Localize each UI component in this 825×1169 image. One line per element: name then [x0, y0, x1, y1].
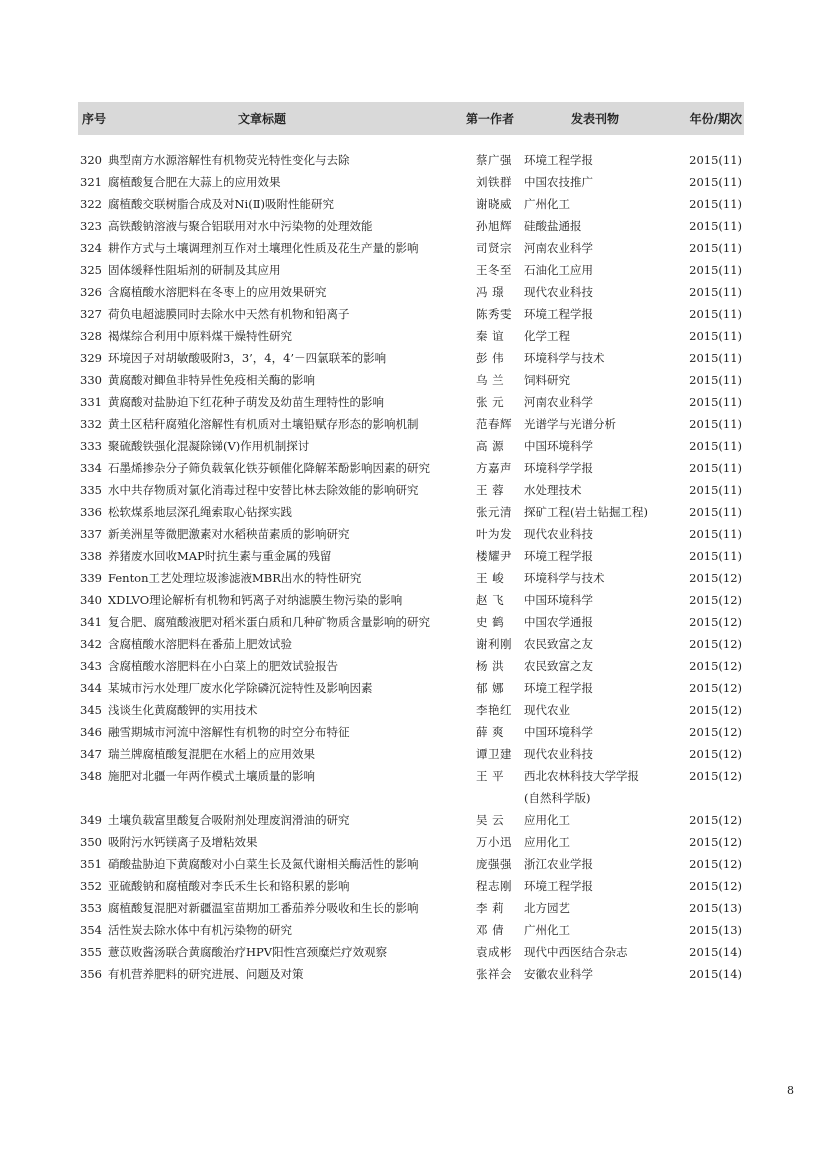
- article-title: 腐植酸复混肥对新疆温室苗期加工番茄养分吸收和生长的影响: [108, 901, 419, 915]
- row-index: 324: [80, 241, 102, 255]
- table-row: [78, 457, 744, 479]
- article-title-cell: [78, 633, 460, 655]
- article-title-cell: [78, 589, 460, 611]
- article-title: 环境因子对胡敏酸吸附3，3’，4，4’－四氯联苯的影响: [108, 351, 387, 365]
- year-issue: 2015(12): [689, 703, 742, 717]
- first-author: 谢晓威: [476, 197, 512, 211]
- journal-name: 中国农技推广: [524, 175, 593, 189]
- article-title: 腐植酸复合肥在大蒜上的应用效果: [108, 175, 281, 189]
- article-title: 薏苡败酱汤联合黄腐酸治疗HPV阳性宫颈糜烂疗效观察: [108, 945, 388, 959]
- article-title-cell: [78, 941, 460, 963]
- article-title-cell: [78, 655, 460, 677]
- article-title-cell: [78, 369, 460, 391]
- journal-name: 化学工程: [524, 329, 570, 343]
- first-author: 李艳红: [476, 703, 512, 717]
- table-row: [78, 237, 744, 259]
- table-row: [78, 589, 744, 611]
- row-index: 325: [80, 263, 102, 277]
- table-row: [78, 435, 744, 457]
- first-author: 程志刚: [476, 879, 512, 893]
- article-title: 含腐植酸水溶肥料在小白菜上的肥效试验报告: [108, 659, 338, 673]
- year-issue: 2015(12): [689, 593, 742, 607]
- first-author: 孙旭辉: [476, 219, 512, 233]
- year-issue: 2015(11): [689, 263, 742, 277]
- article-title: 养猪废水回收MAP时抗生素与重金属的残留: [108, 549, 332, 563]
- article-title-cell: [78, 853, 460, 875]
- article-title: 有机营养肥料的研究进展、问题及对策: [108, 967, 304, 981]
- row-index: 327: [80, 307, 102, 321]
- table-row: [78, 501, 744, 523]
- year-issue: 2015(12): [689, 813, 742, 827]
- article-title-cell: [78, 831, 460, 853]
- article-title-cell: [78, 391, 460, 413]
- journal-name: 环境工程学报: [524, 879, 593, 893]
- article-title-cell: [78, 325, 460, 347]
- journal-name: 安徽农业科学: [524, 967, 593, 981]
- year-issue: 2015(12): [689, 681, 742, 695]
- journal-name: 环境科学学报: [524, 461, 593, 475]
- first-author: 乌 兰: [476, 373, 505, 387]
- first-author: 谢利刚: [476, 637, 512, 651]
- row-index: 332: [80, 417, 102, 431]
- row-index: 352: [80, 879, 102, 893]
- journal-name: 中国环境科学: [524, 725, 593, 739]
- table-row: [78, 347, 744, 369]
- table-row: [78, 193, 744, 215]
- article-title-cell: [78, 743, 460, 765]
- table-row: [78, 919, 744, 941]
- year-issue: 2015(11): [689, 527, 742, 541]
- article-title-cell: [78, 523, 460, 545]
- first-author: 蔡广强: [476, 153, 512, 167]
- first-author: 杨 洪: [476, 659, 505, 673]
- page-number: 8: [787, 1084, 794, 1097]
- header-index-title: [78, 102, 460, 135]
- first-author: 谭卫建: [476, 747, 512, 761]
- first-author: 王冬至: [476, 263, 512, 277]
- table-row: [78, 897, 744, 919]
- year-issue: 2015(11): [689, 373, 742, 387]
- row-index: 349: [80, 813, 102, 827]
- table-row: [78, 391, 744, 413]
- article-table: [78, 102, 744, 985]
- article-title: 聚硫酸铁强化混凝除锑(V)作用机制探讨: [108, 439, 310, 453]
- article-title: 亚硫酸钠和腐植酸对李氏禾生长和铬积累的影响: [108, 879, 350, 893]
- journal-name: 现代农业科技: [524, 285, 593, 299]
- year-issue: 2015(14): [689, 945, 742, 959]
- article-title-cell: [78, 545, 460, 567]
- article-title-cell: [78, 809, 460, 831]
- article-title: XDLVO理论解析有机物和钙离子对纳滤膜生物污染的影响: [108, 593, 403, 607]
- article-title: 腐植酸交联树脂合成及对Ni(Ⅱ)吸附性能研究: [108, 197, 335, 211]
- table-row: [78, 171, 744, 193]
- table-row: [78, 479, 744, 501]
- row-index: 343: [80, 659, 102, 673]
- article-title-cell: [78, 237, 460, 259]
- article-title: 石墨烯掺杂分子筛负载氧化铁芬顿催化降解苯酚影响因素的研究: [108, 461, 430, 475]
- row-index: 333: [80, 439, 102, 453]
- first-author: 方嘉声: [476, 461, 512, 475]
- row-index: 336: [80, 505, 102, 519]
- year-issue: 2015(12): [689, 725, 742, 739]
- table-body: [78, 135, 744, 985]
- row-index: 340: [80, 593, 102, 607]
- article-title: 活性炭去除水体中有机污染物的研究: [108, 923, 292, 937]
- first-author: 史 鹤: [476, 615, 505, 629]
- table-row: [78, 853, 744, 875]
- table-row: [78, 545, 744, 567]
- article-title-cell: [78, 765, 460, 787]
- row-index: 345: [80, 703, 102, 717]
- row-index: 326: [80, 285, 102, 299]
- first-author: 郁 娜: [476, 681, 505, 695]
- journal-name: 硅酸盐通报: [524, 219, 582, 233]
- year-issue: 2015(11): [689, 395, 742, 409]
- article-title-cell: [78, 413, 460, 435]
- table-row: [78, 611, 744, 633]
- article-title-cell: [78, 897, 460, 919]
- article-title: 浅谈生化黄腐酸钾的实用技术: [108, 703, 258, 717]
- first-author: 司贤宗: [476, 241, 512, 255]
- article-title-cell: [78, 567, 460, 589]
- row-index: 354: [80, 923, 102, 937]
- year-issue: 2015(12): [689, 659, 742, 673]
- year-issue: 2015(12): [689, 857, 742, 871]
- table-row: [78, 567, 744, 589]
- journal-name: 广州化工: [524, 923, 570, 937]
- journal-name: 探矿工程(岩土钻掘工程): [524, 505, 648, 519]
- first-author: 范春辉: [476, 417, 512, 431]
- first-author: 张 元: [476, 395, 505, 409]
- journal-name: 石油化工应用: [524, 263, 593, 277]
- journal-name: 广州化工: [524, 197, 570, 211]
- first-author: 王 平: [476, 769, 505, 783]
- article-title: 褐煤综合利用中原料煤干燥特性研究: [108, 329, 292, 343]
- row-index: 323: [80, 219, 102, 233]
- article-title: 高铁酸钠溶液与聚合铝联用对水中污染物的处理效能: [108, 219, 373, 233]
- table-row: [78, 809, 744, 831]
- journal-name: 中国环境科学: [524, 439, 593, 453]
- row-index: 329: [80, 351, 102, 365]
- article-title: 固体缓释性阻垢剂的研制及其应用: [108, 263, 281, 277]
- article-title-cell: [78, 963, 460, 985]
- article-title-cell: [78, 919, 460, 941]
- first-author: 秦 谊: [476, 329, 505, 343]
- row-index: 334: [80, 461, 102, 475]
- row-index: 344: [80, 681, 102, 695]
- article-title-cell: [78, 149, 460, 171]
- year-issue: 2015(13): [689, 901, 742, 915]
- table-row: [78, 259, 744, 281]
- table-header: [78, 102, 744, 135]
- journal-name: 环境工程学报: [524, 153, 593, 167]
- first-author: 庞强强: [476, 857, 512, 871]
- article-title-cell: [78, 303, 460, 325]
- article-title: 黄腐酸对盐胁迫下红花种子萌发及幼苗生理特性的影响: [108, 395, 384, 409]
- header-author: 第一作者: [460, 102, 520, 135]
- row-index: 346: [80, 725, 102, 739]
- article-title-cell: [78, 347, 460, 369]
- article-title-cell: [78, 699, 460, 721]
- article-title: 含腐植酸水溶肥料在番茄上肥效试验: [108, 637, 292, 651]
- row-index: 347: [80, 747, 102, 761]
- year-issue: 2015(11): [689, 197, 742, 211]
- first-author: 彭 伟: [476, 351, 505, 365]
- article-title: 瑞兰牌腐植酸复混肥在水稻上的应用效果: [108, 747, 315, 761]
- article-title: 土壤负载富里酸复合吸附剂处理废润滑油的研究: [108, 813, 350, 827]
- row-index: 341: [80, 615, 102, 629]
- year-issue: 2015(11): [689, 219, 742, 233]
- header-year: 年份/期次: [670, 102, 744, 135]
- year-issue: 2015(11): [689, 285, 742, 299]
- table-row: [78, 633, 744, 655]
- year-issue: 2015(11): [689, 329, 742, 343]
- row-index: 331: [80, 395, 102, 409]
- journal-name: 现代中西医结合杂志: [524, 945, 628, 959]
- article-title-cell: [78, 611, 460, 633]
- first-author: 楼耀尹: [476, 549, 512, 563]
- year-issue: 2015(12): [689, 835, 742, 849]
- journal-name: 现代农业科技: [524, 747, 593, 761]
- journal-name: 河南农业科学: [524, 395, 593, 409]
- year-issue: 2015(12): [689, 615, 742, 629]
- year-issue: 2015(11): [689, 549, 742, 563]
- year-issue: 2015(11): [689, 461, 742, 475]
- row-index: 328: [80, 329, 102, 343]
- row-index: 320: [80, 153, 102, 167]
- first-author: 李 莉: [476, 901, 505, 915]
- journal-name: 现代农业科技: [524, 527, 593, 541]
- article-title-cell: [78, 721, 460, 743]
- journal-name: 浙江农业学报: [524, 857, 593, 871]
- first-author: 陈秀雯: [476, 307, 512, 321]
- article-title: 黄土区秸秆腐殖化溶解性有机质对土壤铅赋存形态的影响机制: [108, 417, 419, 431]
- first-author: 万小迅: [476, 835, 512, 849]
- table-row: [78, 875, 744, 897]
- article-title: 吸附污水钙镁离子及增粘效果: [108, 835, 258, 849]
- journal-name: 环境工程学报: [524, 549, 593, 563]
- table-row: [78, 721, 744, 743]
- journal-name: 中国环境科学: [524, 593, 593, 607]
- first-author: 冯 璟: [476, 285, 505, 299]
- table-row: [78, 765, 744, 787]
- article-title: 荷负电超滤膜同时去除水中天然有机物和铅离子: [108, 307, 350, 321]
- journal-name: 北方园艺: [524, 901, 570, 915]
- table-row: [78, 523, 744, 545]
- article-title-cell: [78, 501, 460, 523]
- first-author: 赵 飞: [476, 593, 505, 607]
- first-author: 王 峻: [476, 571, 505, 585]
- year-issue: 2015(12): [689, 747, 742, 761]
- article-title-cell: [78, 479, 460, 501]
- journal-name: 农民致富之友: [524, 659, 593, 673]
- row-index: 355: [80, 945, 102, 959]
- table-row: [78, 963, 744, 985]
- journal-name: 应用化工: [524, 813, 570, 827]
- journal-name: 饲料研究: [524, 373, 570, 387]
- journal-name: 农民致富之友: [524, 637, 593, 651]
- article-title-cell: [78, 193, 460, 215]
- first-author: 叶为发: [476, 527, 512, 541]
- article-title: 松软煤系地层深孔绳索取心钻探实践: [108, 505, 292, 519]
- year-issue: 2015(13): [689, 923, 742, 937]
- row-index: 342: [80, 637, 102, 651]
- row-index: 356: [80, 967, 102, 981]
- first-author: 邓 倩: [476, 923, 505, 937]
- table-row: [78, 677, 744, 699]
- table-row: [78, 743, 744, 765]
- article-title: 施肥对北疆一年两作模式土壤质量的影响: [108, 769, 315, 783]
- first-author: 王 蓉: [476, 483, 505, 497]
- year-issue: 2015(12): [689, 769, 742, 783]
- first-author: 刘铁群: [476, 175, 512, 189]
- journal-name: 西北农林科技大学学报: [524, 769, 639, 783]
- journal-name: 现代农业: [524, 703, 570, 717]
- table-row: [78, 325, 744, 347]
- table-row-continuation: [78, 787, 744, 809]
- table-row: [78, 831, 744, 853]
- header-title: 文章标题: [237, 112, 286, 126]
- row-index: 335: [80, 483, 102, 497]
- year-issue: 2015(11): [689, 175, 742, 189]
- journal-name: 河南农业科学: [524, 241, 593, 255]
- year-issue: 2015(11): [689, 307, 742, 321]
- year-issue: 2015(14): [689, 967, 742, 981]
- journal-name: 环境科学与技术: [524, 351, 605, 365]
- journal-name: 应用化工: [524, 835, 570, 849]
- article-title: 复合肥、腐殖酸液肥对稻米蛋白质和几种矿物质含量影响的研究: [108, 615, 430, 629]
- row-index: 322: [80, 197, 102, 211]
- header-index: 序号: [82, 112, 107, 126]
- first-author: 高 源: [476, 439, 505, 453]
- article-title: 典型南方水源溶解性有机物荧光特性变化与去除: [108, 153, 350, 167]
- year-issue: 2015(11): [689, 483, 742, 497]
- row-index: 350: [80, 835, 102, 849]
- journal-name: 水处理技术: [524, 483, 582, 497]
- article-title: 新美洲星等微肥激素对水稻秧苗素质的影响研究: [108, 527, 350, 541]
- journal-name-continued: (自然科学版): [524, 791, 591, 805]
- journal-name: 光谱学与光谱分析: [524, 417, 616, 431]
- first-author: 吴 云: [476, 813, 505, 827]
- row-index: 321: [80, 175, 102, 189]
- article-title-cell: [78, 171, 460, 193]
- first-author: 袁成彬: [476, 945, 512, 959]
- row-index: 337: [80, 527, 102, 541]
- table-row: [78, 303, 744, 325]
- header-journal: 发表刊物: [520, 102, 670, 135]
- table-row: [78, 215, 744, 237]
- article-title-cell: [78, 281, 460, 303]
- table-row: [78, 149, 744, 171]
- year-issue: 2015(11): [689, 417, 742, 431]
- year-issue: 2015(12): [689, 637, 742, 651]
- article-title-cell: [78, 457, 460, 479]
- article-title: 耕作方式与土壤调理剂互作对土壤理化性质及花生产量的影响: [108, 241, 419, 255]
- row-index: 353: [80, 901, 102, 915]
- journal-name: 中国农学通报: [524, 615, 593, 629]
- year-issue: 2015(11): [689, 505, 742, 519]
- row-index: 339: [80, 571, 102, 585]
- journal-name: 环境工程学报: [524, 681, 593, 695]
- article-title: 融雪期城市河流中溶解性有机物的时空分布特征: [108, 725, 350, 739]
- table-row: [78, 369, 744, 391]
- table-row: [78, 281, 744, 303]
- table-row: [78, 413, 744, 435]
- article-title: 某城市污水处理厂废水化学除磷沉淀特性及影响因素: [108, 681, 373, 695]
- year-issue: 2015(11): [689, 351, 742, 365]
- article-title-cell: [78, 215, 460, 237]
- article-title: 硝酸盐胁迫下黄腐酸对小白菜生长及氮代谢相关酶活性的影响: [108, 857, 419, 871]
- row-index: 348: [80, 769, 102, 783]
- year-issue: 2015(11): [689, 439, 742, 453]
- journal-name: 环境工程学报: [524, 307, 593, 321]
- article-title: Fenton工艺处理垃圾渗滤液MBR出水的特性研究: [108, 571, 362, 585]
- year-issue: 2015(11): [689, 241, 742, 255]
- first-author: 张元清: [476, 505, 512, 519]
- first-author: 薛 爽: [476, 725, 505, 739]
- article-title-cell: [78, 677, 460, 699]
- article-title: 黄腐酸对鲫鱼非特异性免疫相关酶的影响: [108, 373, 315, 387]
- journal-name: 环境科学与技术: [524, 571, 605, 585]
- table-row: [78, 655, 744, 677]
- article-title: 水中共存物质对氯化消毒过程中安替比林去除效能的影响研究: [108, 483, 419, 497]
- year-issue: 2015(11): [689, 153, 742, 167]
- article-title-cell: [78, 435, 460, 457]
- row-index: 330: [80, 373, 102, 387]
- table-row: [78, 941, 744, 963]
- row-index: 338: [80, 549, 102, 563]
- article-title-cell: [78, 259, 460, 281]
- first-author: 张祥会: [476, 967, 512, 981]
- row-index: 351: [80, 857, 102, 871]
- year-issue: 2015(12): [689, 571, 742, 585]
- article-title: 含腐植酸水溶肥料在冬枣上的应用效果研究: [108, 285, 327, 299]
- table-row: [78, 699, 744, 721]
- year-issue: 2015(12): [689, 879, 742, 893]
- article-title-cell: [78, 875, 460, 897]
